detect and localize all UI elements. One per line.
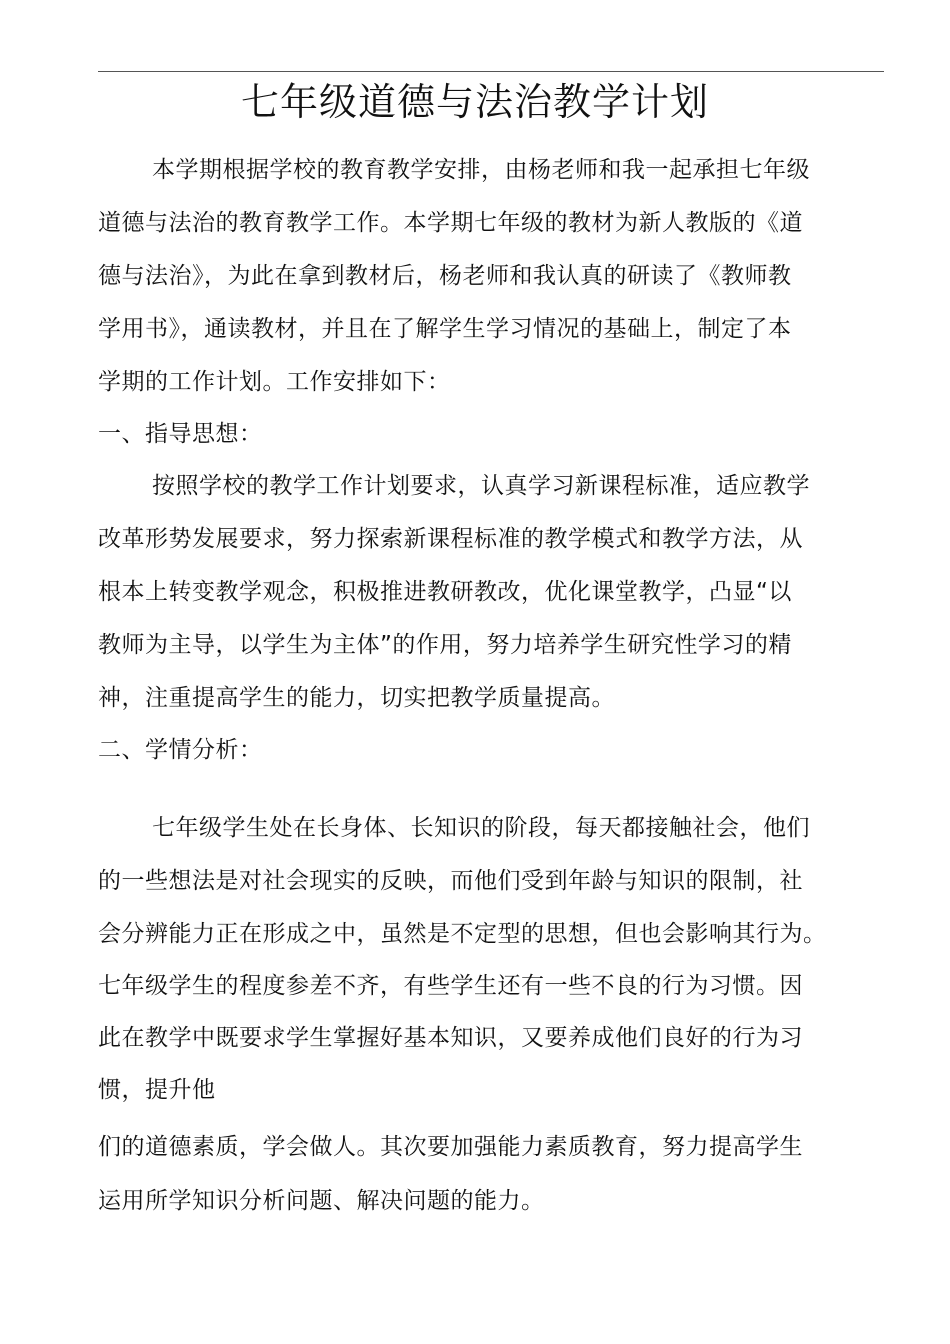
intro-line-5: 学期的工作计划。工作安排如下： [98,369,451,395]
section1-line-5: 神，注重提高学生的能力，切实把教学质量提高。 [98,685,615,711]
section-heading-student-analysis: 二、学情分析： [98,737,263,763]
section2-line-5: 此在教学中既要求学生掌握好基本知识，又要养成他们良好的行为习 [98,1025,803,1051]
section2-line-1: 七年级学生处在长身体、长知识的阶段，每天都接触社会，他们 [152,815,810,841]
section1-line-4: 教师为主导，以学生为主体”的作用，努力培养学生研究性学习的精 [98,632,792,658]
intro-line-3: 德与法治》，为此在拿到教材后，杨老师和我认真的研读了《教师教 [98,263,792,289]
section-heading-guiding-ideas: 一、指导思想： [98,421,263,447]
section2-line-7: 们的道德素质，学会做人。其次要加强能力素质教育，努力提高学生 [98,1134,803,1160]
section2-line-3: 会分辨能力正在形成之中，虽然是不定型的思想，但也会影响其行为。 [98,921,827,947]
section1-line-2: 改革形势发展要求，努力探索新课程标准的教学模式和教学方法，从 [98,526,803,552]
section2-line-2: 的一些想法是对社会现实的反映，而他们受到年龄与知识的限制，社 [98,868,803,894]
section1-line-1: 按照学校的教学工作计划要求，认真学习新课程标准，适应教学 [152,473,810,499]
document-title: 七年级道德与法治教学计划 [240,80,709,124]
intro-line-2: 道德与法治的教育教学工作。本学期七年级的教材为新人教版的《道 [98,210,803,236]
section2-line-4: 七年级学生的程度参差不齐，有些学生还有一些不良的行为习惯。因 [98,973,803,999]
intro-line-4: 学用书》，通读教材，并且在了解学生学习情况的基础上，制定了本 [98,316,792,342]
section1-line-3: 根本上转变教学观念，积极推进教研教改，优化课堂教学，凸显“以 [98,579,792,605]
section2-line-6: 惯，提升他 [98,1077,216,1103]
header-rule [98,71,884,72]
intro-line-1: 本学期根据学校的教育教学安排，由杨老师和我一起承担七年级 [152,157,810,183]
section2-line-8: 运用所学知识分析问题、解决问题的能力。 [98,1188,545,1214]
